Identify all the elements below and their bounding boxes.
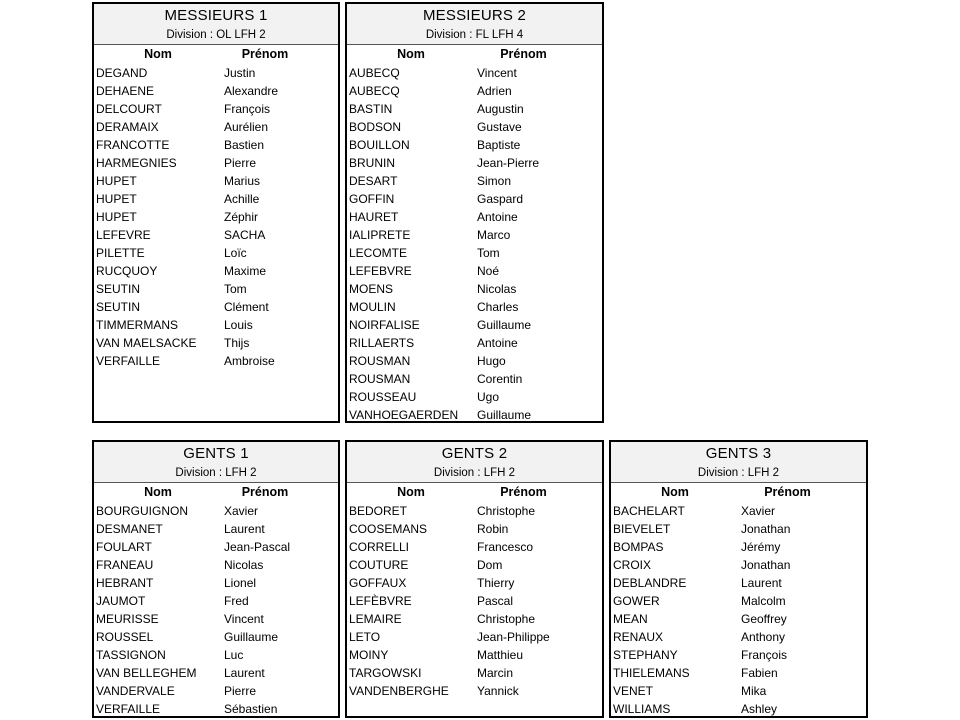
- column-header-prenom: Prénom: [241, 47, 289, 61]
- column-header-prenom: Prénom: [764, 485, 811, 499]
- player-row: [347, 556, 602, 574]
- player-first-name: Baptiste: [477, 138, 521, 152]
- player-first-name: Guillaume: [477, 408, 532, 422]
- player-row: [347, 352, 602, 370]
- player-first-name: François: [741, 648, 788, 662]
- player-last-name: WILLIAMS: [613, 702, 671, 716]
- player-list: [94, 502, 338, 718]
- player-last-name: LETO: [349, 630, 381, 644]
- player-first-name: Xavier: [741, 504, 776, 518]
- panel-header: [94, 442, 338, 483]
- player-first-name: Fred: [224, 594, 249, 608]
- player-last-name: RENAUX: [613, 630, 664, 644]
- player-first-name: Laurent: [741, 576, 782, 590]
- player-first-name: Bastien: [224, 138, 265, 152]
- player-row: [94, 574, 338, 592]
- player-row: [94, 592, 338, 610]
- player-row: [347, 100, 602, 118]
- player-last-name: LEFEBVRE: [349, 264, 412, 278]
- player-last-name: RUCQUOY: [96, 264, 158, 278]
- player-row: [94, 538, 338, 556]
- player-first-name: Mika: [741, 684, 767, 698]
- team-title: GENTS 3: [705, 445, 772, 462]
- player-last-name: ROUSMAN: [349, 372, 411, 386]
- player-first-name: Alexandre: [224, 84, 279, 98]
- player-last-name: COUTURE: [349, 558, 409, 572]
- team-division: Division : LFH 2: [175, 467, 257, 479]
- player-first-name: Vincent: [224, 612, 264, 626]
- player-first-name: Matthieu: [477, 648, 524, 662]
- player-first-name: Jonathan: [741, 522, 791, 536]
- player-first-name: Jonathan: [741, 558, 791, 572]
- player-row: [94, 190, 338, 208]
- player-last-name: LECOMTE: [349, 246, 408, 260]
- player-last-name: DESART: [349, 174, 398, 188]
- player-row: [611, 664, 866, 682]
- player-last-name: SEUTIN: [96, 300, 141, 314]
- player-last-name: BACHELART: [613, 504, 685, 518]
- player-last-name: DESMANET: [96, 522, 163, 536]
- player-first-name: Gaspard: [477, 192, 524, 206]
- column-header-prenom: Prénom: [241, 485, 289, 499]
- player-row: [347, 316, 602, 334]
- player-last-name: LEMAIRE: [349, 612, 402, 626]
- player-row: [94, 64, 338, 82]
- player-first-name: Jean-Philippe: [477, 630, 550, 644]
- player-row: [611, 520, 866, 538]
- player-row: [347, 370, 602, 388]
- player-row: [611, 556, 866, 574]
- column-headers: [347, 45, 602, 64]
- player-first-name: Nicolas: [477, 282, 517, 296]
- player-first-name: Zéphir: [224, 210, 259, 224]
- player-list: [611, 502, 866, 718]
- player-first-name: Anthony: [741, 630, 786, 644]
- panel-header: [94, 4, 338, 45]
- player-row: [94, 100, 338, 118]
- player-last-name: STEPHANY: [613, 648, 678, 662]
- player-last-name: AUBECQ: [349, 66, 400, 80]
- player-row: [94, 628, 338, 646]
- player-first-name: Pierre: [224, 156, 257, 170]
- player-last-name: VANDENBERGHE: [349, 684, 449, 698]
- player-row: [611, 610, 866, 628]
- player-last-name: MOENS: [349, 282, 394, 296]
- player-last-name: JAUMOT: [96, 594, 146, 608]
- team-panel-gents-2: [345, 440, 604, 718]
- team-division: Division : FL LFH 4: [425, 29, 524, 41]
- player-row: [94, 82, 338, 100]
- column-header-nom: Nom: [661, 485, 689, 499]
- player-row: [94, 262, 338, 280]
- player-first-name: Dom: [477, 558, 503, 572]
- player-first-name: Guillaume: [477, 318, 532, 332]
- player-row: [347, 82, 602, 100]
- player-row: [347, 280, 602, 298]
- player-first-name: Thijs: [224, 336, 250, 350]
- player-list: [94, 64, 338, 370]
- player-row: [347, 574, 602, 592]
- player-row: [94, 646, 338, 664]
- player-last-name: ROUSMAN: [349, 354, 411, 368]
- player-first-name: Clément: [224, 300, 269, 314]
- player-first-name: Louis: [224, 318, 253, 332]
- player-row: [94, 664, 338, 682]
- player-first-name: Pascal: [477, 594, 514, 608]
- column-headers: [611, 483, 866, 502]
- player-last-name: BOMPAS: [613, 540, 664, 554]
- column-headers: [94, 45, 338, 64]
- team-title: MESSIEURS 2: [422, 7, 527, 24]
- player-row: [347, 262, 602, 280]
- player-last-name: ROUSSEAU: [349, 390, 417, 404]
- player-last-name: HUPET: [96, 174, 137, 188]
- player-last-name: HUPET: [96, 192, 137, 206]
- player-row: [94, 226, 338, 244]
- player-list: [347, 64, 602, 424]
- player-row: [347, 226, 602, 244]
- player-first-name: Antoine: [477, 336, 518, 350]
- column-header-nom: Nom: [397, 47, 425, 61]
- player-last-name: VANHOEGAERDEN: [349, 408, 459, 422]
- player-last-name: AUBECQ: [349, 84, 400, 98]
- player-first-name: Adrien: [477, 84, 512, 98]
- player-first-name: Nicolas: [224, 558, 264, 572]
- player-last-name: VANDERVALE: [96, 684, 175, 698]
- player-row: [347, 406, 602, 424]
- team-title: MESSIEURS 1: [164, 7, 268, 24]
- player-row: [94, 154, 338, 172]
- player-row: [347, 682, 602, 700]
- player-first-name: Luc: [224, 648, 244, 662]
- player-last-name: RILLAERTS: [349, 336, 415, 350]
- player-row: [94, 208, 338, 226]
- panel-header: [611, 442, 866, 483]
- player-last-name: MOULIN: [349, 300, 396, 314]
- player-row: [347, 298, 602, 316]
- player-last-name: MEURISSE: [96, 612, 159, 626]
- player-row: [347, 538, 602, 556]
- player-last-name: HUPET: [96, 210, 137, 224]
- player-last-name: FRANCOTTE: [96, 138, 170, 152]
- player-first-name: Charles: [477, 300, 519, 314]
- team-title: GENTS 2: [441, 445, 508, 462]
- player-last-name: SEUTIN: [96, 282, 141, 296]
- player-last-name: GOFFAUX: [349, 576, 407, 590]
- player-first-name: Pierre: [224, 684, 257, 698]
- player-first-name: SACHA: [224, 228, 266, 242]
- player-last-name: TARGOWSKI: [349, 666, 422, 680]
- player-row: [94, 280, 338, 298]
- player-first-name: Achille: [224, 192, 260, 206]
- player-row: [347, 646, 602, 664]
- team-division: Division : OL LFH 2: [166, 29, 266, 41]
- player-row: [94, 352, 338, 370]
- player-row: [94, 502, 338, 520]
- player-first-name: Jean-Pascal: [224, 540, 291, 554]
- team-panel-messieurs-1: [92, 2, 340, 423]
- player-last-name: CROIX: [613, 558, 652, 572]
- player-row: [94, 610, 338, 628]
- panel-header: [347, 442, 602, 483]
- player-last-name: COOSEMANS: [349, 522, 428, 536]
- player-first-name: Marcin: [477, 666, 514, 680]
- player-first-name: Justin: [224, 66, 256, 80]
- player-last-name: DEGAND: [96, 66, 148, 80]
- player-first-name: Maxime: [224, 264, 267, 278]
- team-title: GENTS 1: [183, 445, 249, 462]
- player-row: [347, 244, 602, 262]
- player-row: [347, 334, 602, 352]
- player-first-name: Marco: [477, 228, 511, 242]
- team-division: Division : LFH 2: [433, 467, 516, 479]
- player-row: [94, 118, 338, 136]
- player-last-name: DELCOURT: [96, 102, 162, 116]
- player-row: [94, 682, 338, 700]
- player-row: [94, 556, 338, 574]
- player-first-name: Loïc: [224, 246, 247, 260]
- player-first-name: Hugo: [477, 354, 506, 368]
- player-first-name: Ugo: [477, 390, 500, 404]
- player-last-name: HARMEGNIES: [96, 156, 177, 170]
- column-header-nom: Nom: [144, 47, 172, 61]
- player-last-name: VAN BELLEGHEM: [96, 666, 197, 680]
- player-last-name: BEDORET: [349, 504, 408, 518]
- column-header-prenom: Prénom: [500, 47, 547, 61]
- player-first-name: François: [224, 102, 271, 116]
- column-headers: [347, 483, 602, 502]
- player-first-name: Christophe: [477, 612, 536, 626]
- player-first-name: Augustin: [477, 102, 524, 116]
- player-last-name: LEFEVRE: [96, 228, 151, 242]
- player-last-name: BRUNIN: [349, 156, 396, 170]
- player-row: [347, 502, 602, 520]
- player-row: [347, 172, 602, 190]
- player-row: [347, 190, 602, 208]
- player-row: [611, 646, 866, 664]
- player-first-name: Yannick: [477, 684, 519, 698]
- player-first-name: Jean-Pierre: [477, 156, 540, 170]
- player-last-name: CORRELLI: [349, 540, 410, 554]
- player-last-name: PILETTE: [96, 246, 145, 260]
- player-last-name: LEFÈBVRE: [349, 594, 412, 608]
- player-last-name: GOFFIN: [349, 192, 395, 206]
- player-last-name: DEHAENE: [96, 84, 155, 98]
- player-last-name: DEBLANDRE: [613, 576, 687, 590]
- player-first-name: Robin: [477, 522, 509, 536]
- player-last-name: MOINY: [349, 648, 389, 662]
- column-header-nom: Nom: [144, 485, 172, 499]
- player-row: [94, 136, 338, 154]
- player-first-name: Xavier: [224, 504, 259, 518]
- column-header-nom: Nom: [397, 485, 425, 499]
- player-row: [611, 502, 866, 520]
- player-row: [347, 388, 602, 406]
- player-first-name: Thierry: [477, 576, 515, 590]
- player-last-name: FRANEAU: [96, 558, 154, 572]
- player-last-name: ROUSSEL: [96, 630, 154, 644]
- player-row: [347, 118, 602, 136]
- player-first-name: Noé: [477, 264, 500, 278]
- player-first-name: Gustave: [477, 120, 522, 134]
- player-last-name: BODSON: [349, 120, 402, 134]
- player-row: [347, 136, 602, 154]
- player-row: [94, 520, 338, 538]
- player-last-name: HAURET: [349, 210, 399, 224]
- player-first-name: Laurent: [224, 522, 265, 536]
- player-row: [347, 628, 602, 646]
- player-row: [347, 610, 602, 628]
- player-first-name: Geoffrey: [741, 612, 787, 626]
- player-last-name: DERAMAIX: [96, 120, 159, 134]
- player-row: [347, 592, 602, 610]
- player-first-name: Sébastien: [224, 702, 278, 716]
- team-panel-messieurs-2: [345, 2, 604, 423]
- player-first-name: Ashley: [741, 702, 778, 716]
- player-row: [94, 334, 338, 352]
- player-first-name: Tom: [477, 246, 500, 260]
- column-header-prenom: Prénom: [500, 485, 547, 499]
- player-first-name: Antoine: [477, 210, 518, 224]
- player-first-name: Marius: [224, 174, 261, 188]
- player-row: [611, 538, 866, 556]
- player-first-name: Vincent: [477, 66, 517, 80]
- player-row: [347, 664, 602, 682]
- player-row: [611, 592, 866, 610]
- player-first-name: Jérémy: [741, 540, 781, 554]
- player-first-name: Aurélien: [224, 120, 269, 134]
- player-last-name: BOURGUIGNON: [96, 504, 189, 518]
- team-panel-gents-1: [92, 440, 340, 718]
- player-first-name: Malcolm: [741, 594, 786, 608]
- player-last-name: TIMMERMANS: [96, 318, 178, 332]
- player-list: [347, 502, 602, 700]
- panel-header: [347, 4, 602, 45]
- player-first-name: Francesco: [477, 540, 534, 554]
- player-first-name: Corentin: [477, 372, 523, 386]
- player-row: [94, 298, 338, 316]
- player-last-name: BOUILLON: [349, 138, 410, 152]
- player-row: [611, 574, 866, 592]
- column-headers: [94, 483, 338, 502]
- player-row: [94, 172, 338, 190]
- player-first-name: Tom: [224, 282, 247, 296]
- player-last-name: GOWER: [613, 594, 660, 608]
- team-panel-gents-3: [609, 440, 868, 718]
- player-last-name: VENET: [613, 684, 654, 698]
- player-last-name: BASTIN: [349, 102, 393, 116]
- player-row: [94, 700, 338, 718]
- team-division: Division : LFH 2: [697, 467, 780, 479]
- player-first-name: Lionel: [224, 576, 257, 590]
- player-row: [347, 154, 602, 172]
- player-row: [611, 628, 866, 646]
- player-last-name: VAN MAELSACKE: [96, 336, 197, 350]
- player-first-name: Fabien: [741, 666, 778, 680]
- player-row: [611, 700, 866, 718]
- player-last-name: BIEVELET: [613, 522, 671, 536]
- player-row: [347, 64, 602, 82]
- player-last-name: TASSIGNON: [96, 648, 166, 662]
- player-last-name: HEBRANT: [96, 576, 154, 590]
- player-last-name: FOULART: [96, 540, 152, 554]
- player-last-name: THIELEMANS: [613, 666, 690, 680]
- player-row: [94, 244, 338, 262]
- player-row: [347, 520, 602, 538]
- player-first-name: Christophe: [477, 504, 536, 518]
- player-first-name: Simon: [477, 174, 512, 188]
- player-last-name: NOIRFALISE: [349, 318, 420, 332]
- player-last-name: IALIPRETE: [349, 228, 411, 242]
- player-row: [347, 208, 602, 226]
- player-row: [94, 316, 338, 334]
- player-first-name: Ambroise: [224, 354, 275, 368]
- player-first-name: Guillaume: [224, 630, 279, 644]
- player-last-name: MEAN: [613, 612, 648, 626]
- player-first-name: Laurent: [224, 666, 265, 680]
- player-row: [611, 682, 866, 700]
- player-last-name: VERFAILLE: [96, 702, 161, 716]
- player-last-name: VERFAILLE: [96, 354, 161, 368]
